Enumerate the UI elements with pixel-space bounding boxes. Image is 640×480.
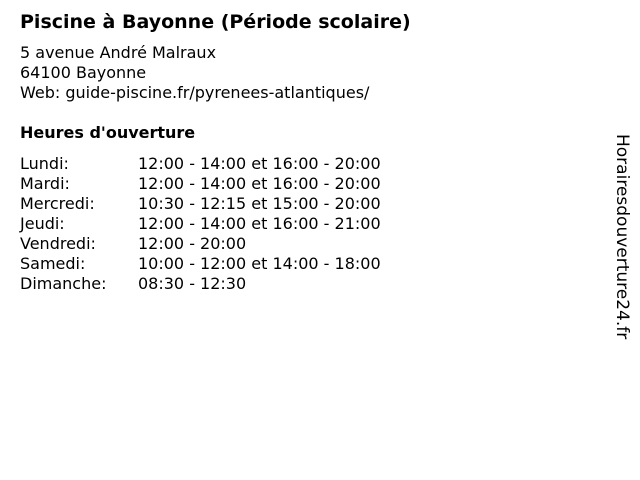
hours-row-mardi [20,174,381,194]
day-label: Dimanche: [20,274,107,293]
hours-value: 12:00 - 20:00 [138,234,247,253]
website-link[interactable]: Web: guide-piscine.fr/pyrenees-atlantiques/ [20,83,370,102]
hours-heading: Heures d'ouverture [20,123,196,142]
hours-value: 10:30 - 12:15 et 15:00 - 20:00 [138,194,381,213]
day-label: Mardi: [20,174,70,193]
day-label: Samedi: [20,254,86,273]
hours-row-samedi [20,254,381,274]
address-city: 64100 Bayonne [20,63,147,82]
page-title: Piscine à Bayonne (Période scolaire) [20,11,411,33]
hours-row-jeudi [20,214,381,234]
day-label: Lundi: [20,154,69,173]
hours-table [20,154,381,294]
hours-row-mercredi [20,194,381,214]
hours-row-lundi [20,154,381,174]
day-label: Jeudi: [20,214,65,233]
day-label: Vendredi: [20,234,96,253]
day-label: Mercredi: [20,194,95,213]
address-street: 5 avenue André Malraux [20,43,217,62]
hours-value: 12:00 - 14:00 et 16:00 - 21:00 [138,214,381,233]
hours-row-dimanche [20,274,381,294]
address-block [20,43,369,103]
hours-value: 08:30 - 12:30 [138,274,247,293]
hours-row-vendredi [20,234,381,254]
hours-value: 12:00 - 14:00 et 16:00 - 20:00 [138,174,381,193]
hours-value: 10:00 - 12:00 et 14:00 - 18:00 [138,254,381,273]
hours-value: 12:00 - 14:00 et 16:00 - 20:00 [138,154,381,173]
site-watermark: Horairesdouverture24.fr [612,134,632,340]
